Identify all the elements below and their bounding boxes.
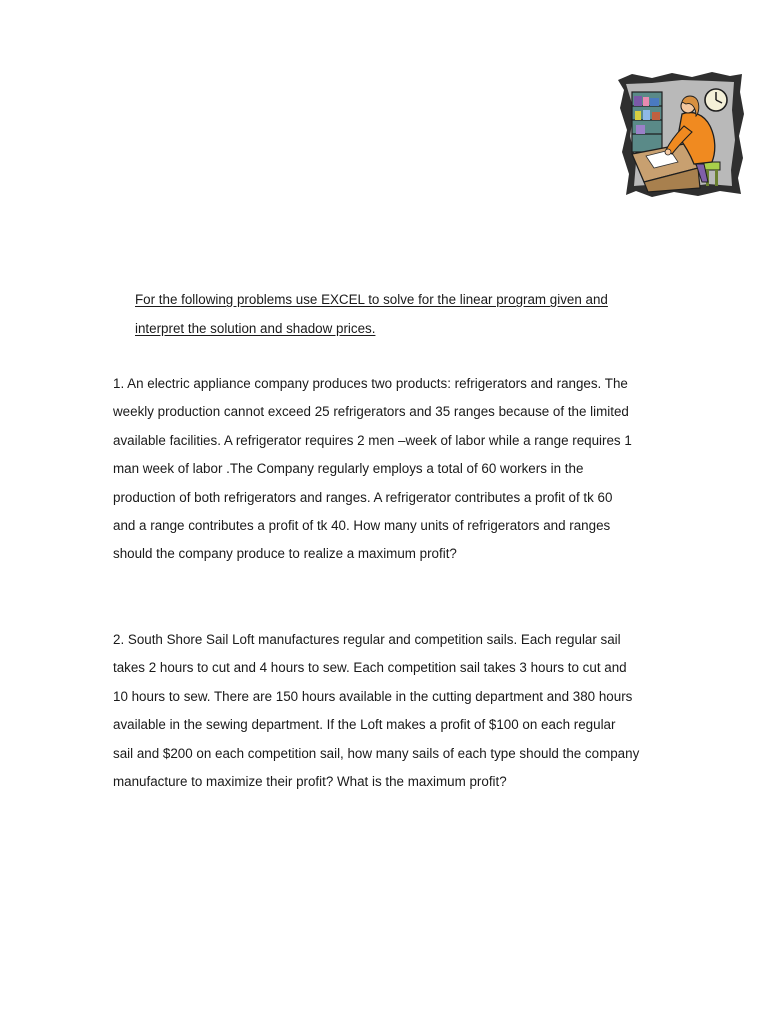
instructions-line: interpret the solution and shadow prices. <box>135 320 376 336</box>
problem-line: manufacture to maximize their profit? What is the maximum profit? <box>113 774 507 790</box>
problem-line: and a range contributes a profit of tk 40. How many units of refrigerators and ranges <box>113 518 611 534</box>
woman-at-desk-clipart-icon <box>612 70 746 200</box>
problem-line: production of both refrigerators and ranges. A refrigerator contributes a profit of tk 60 <box>113 489 613 505</box>
problem-line: takes 2 hours to cut and 4 hours to sew. Each competition sail takes 3 hours to cut and <box>113 660 627 676</box>
problem-line: 2. South Shore Sail Loft manufactures regular and competition sails. Each regular sail <box>113 632 621 647</box>
instructions-line: For the following problems use EXCEL to solve for the linear program given and <box>135 292 608 307</box>
problem-2-paragraph <box>113 626 661 796</box>
problem-line: available facilities. A refrigerator requires 2 men –week of labor while a range requires 1 <box>113 432 632 448</box>
problem-line: 10 hours to sew. There are 150 hours available in the cutting department and 380 hours <box>113 688 633 704</box>
problem-line: man week of labor .The Company regularly employs a total of 60 workers in the <box>113 461 584 477</box>
problem-line: sail and $200 on each competition sail, how many sails of each type should the company <box>113 745 640 761</box>
problem-line: available in the sewing department. If the Loft makes a profit of $100 on each regular <box>113 717 616 733</box>
problem-line: 1. An electric appliance company produces two products: refrigerators and ranges. The <box>113 376 628 391</box>
problem-line: should the company produce to realize a maximum profit? <box>113 546 457 562</box>
problem-line: weekly production cannot exceed 25 refrigerators and 35 ranges because of the limited <box>113 404 629 420</box>
problem-1-paragraph <box>113 370 661 569</box>
instructions-paragraph <box>135 286 655 343</box>
